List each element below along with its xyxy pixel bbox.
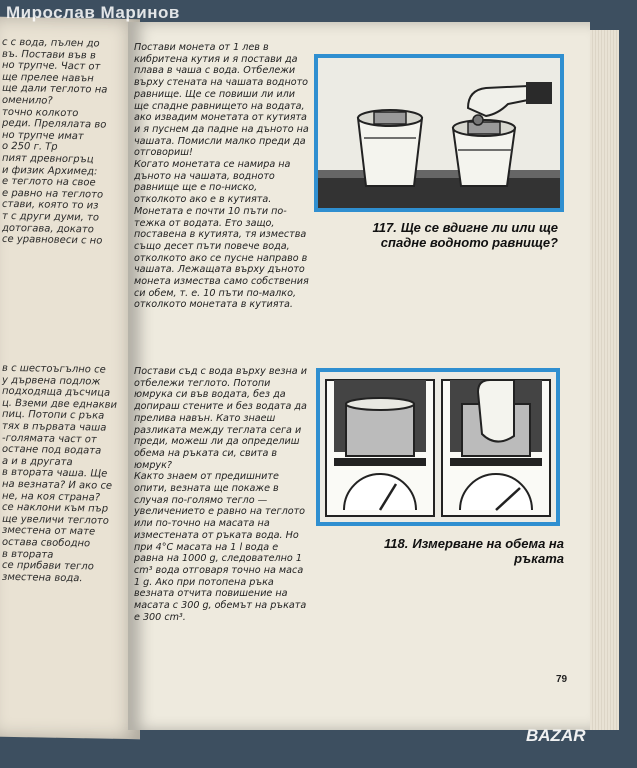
seller-watermark: Мирослав Маринов <box>6 3 180 22</box>
figure-117-illustration <box>314 54 564 212</box>
figure-118-caption-text: Измерване на обема на ръката <box>412 536 564 566</box>
right-page <box>128 22 590 730</box>
left-page <box>0 17 140 739</box>
scale-and-fist-drawing <box>320 372 556 522</box>
figure-118-illustration <box>316 368 560 526</box>
bazar-logo: BAZAR <box>526 726 586 745</box>
figure-117-caption <box>348 220 558 250</box>
cups-and-box-drawing <box>318 58 560 208</box>
figure-117-number: 117. <box>372 220 397 235</box>
left-page-text-top: с с вода, пълен до въ. Постави във в но трупче. Част от ще прелее навън ще дали теглото на оменило? точно колкото реди. Прелялата во но трупче имат о 250 г. Тр пият древногръц и физик Архимед: е теглото на свое е равно на теглото стави, която то из т с други думи, то дотогава, докато се уравновеси с но <box>2 36 108 247</box>
experiment-118-text: Постави съд с вода върху везна и отбележи теглото. Потопи юмрука си във водата, без да допираш стените и без водата да прелива навън. Като знаеш разликата между теглата сега и преди, можеш ли да определиш обема на ръката си, свита в юмрук? Както знаем от предишните опити, везната ще покаже в случая по-голямо тегло — увеличението е равно на теглото или по-точно на масата на изместената от ръката вода. Но при 4°С масата на 1 l вода е равна на 1000 g, следователно 1 cm³ вода отговаря точно на маса 1 g. Ако при потопена ръка везната отчита повишение на масата с 300 g, обемът на ръката е 300 cm³. <box>134 366 307 623</box>
left-page-text-bottom: в с шестоъгълно се у дървена подлож подходяща дъсчица ц. Вземи две еднакви пиц. Потопи с ръка тях в първата чаша -голямата част от остане под водата а и в другата в втората чаша. Ще на везната? И ако се не, на коя страна? се наклони към пър ще увеличи теглото зместена от мате остава свободно в втората се прибави тегло зместена вода. <box>2 362 118 584</box>
experiment-117-text: Постави монета от 1 лев в кибритена кутия и я постави да плава в чаша с вода. Отбележи върху стената на чашата водното равнище. Ще се повиши ли или ще спадне равнището на водата, ако извадим монетата от кутията и я пуснем да падне на дъното на чашата. Помисли малко преди да отговориш! Когато монетата се намира на дъното на чашата, водното равнище ще е по-ниско, отколкото ако е в кутията. Монетата е почти 10 пъти по-тежка от водата. Ето защо, поставена в кутията, тя измества също десет пъти повече вода, отколкото ако се пусне направо в чашата. Лежащата върху дъното монета измества само собствения си обем, т. е. 10 пъти по-малко, отколкото монетата в кутията. <box>134 42 309 311</box>
figure-118-number: 118. <box>383 536 409 551</box>
figure-118-caption <box>342 536 564 566</box>
figure-117-caption-text: Ще се вдигне ли или ще спадне водното равнище? <box>380 220 558 250</box>
page-number: 79 <box>556 674 568 685</box>
